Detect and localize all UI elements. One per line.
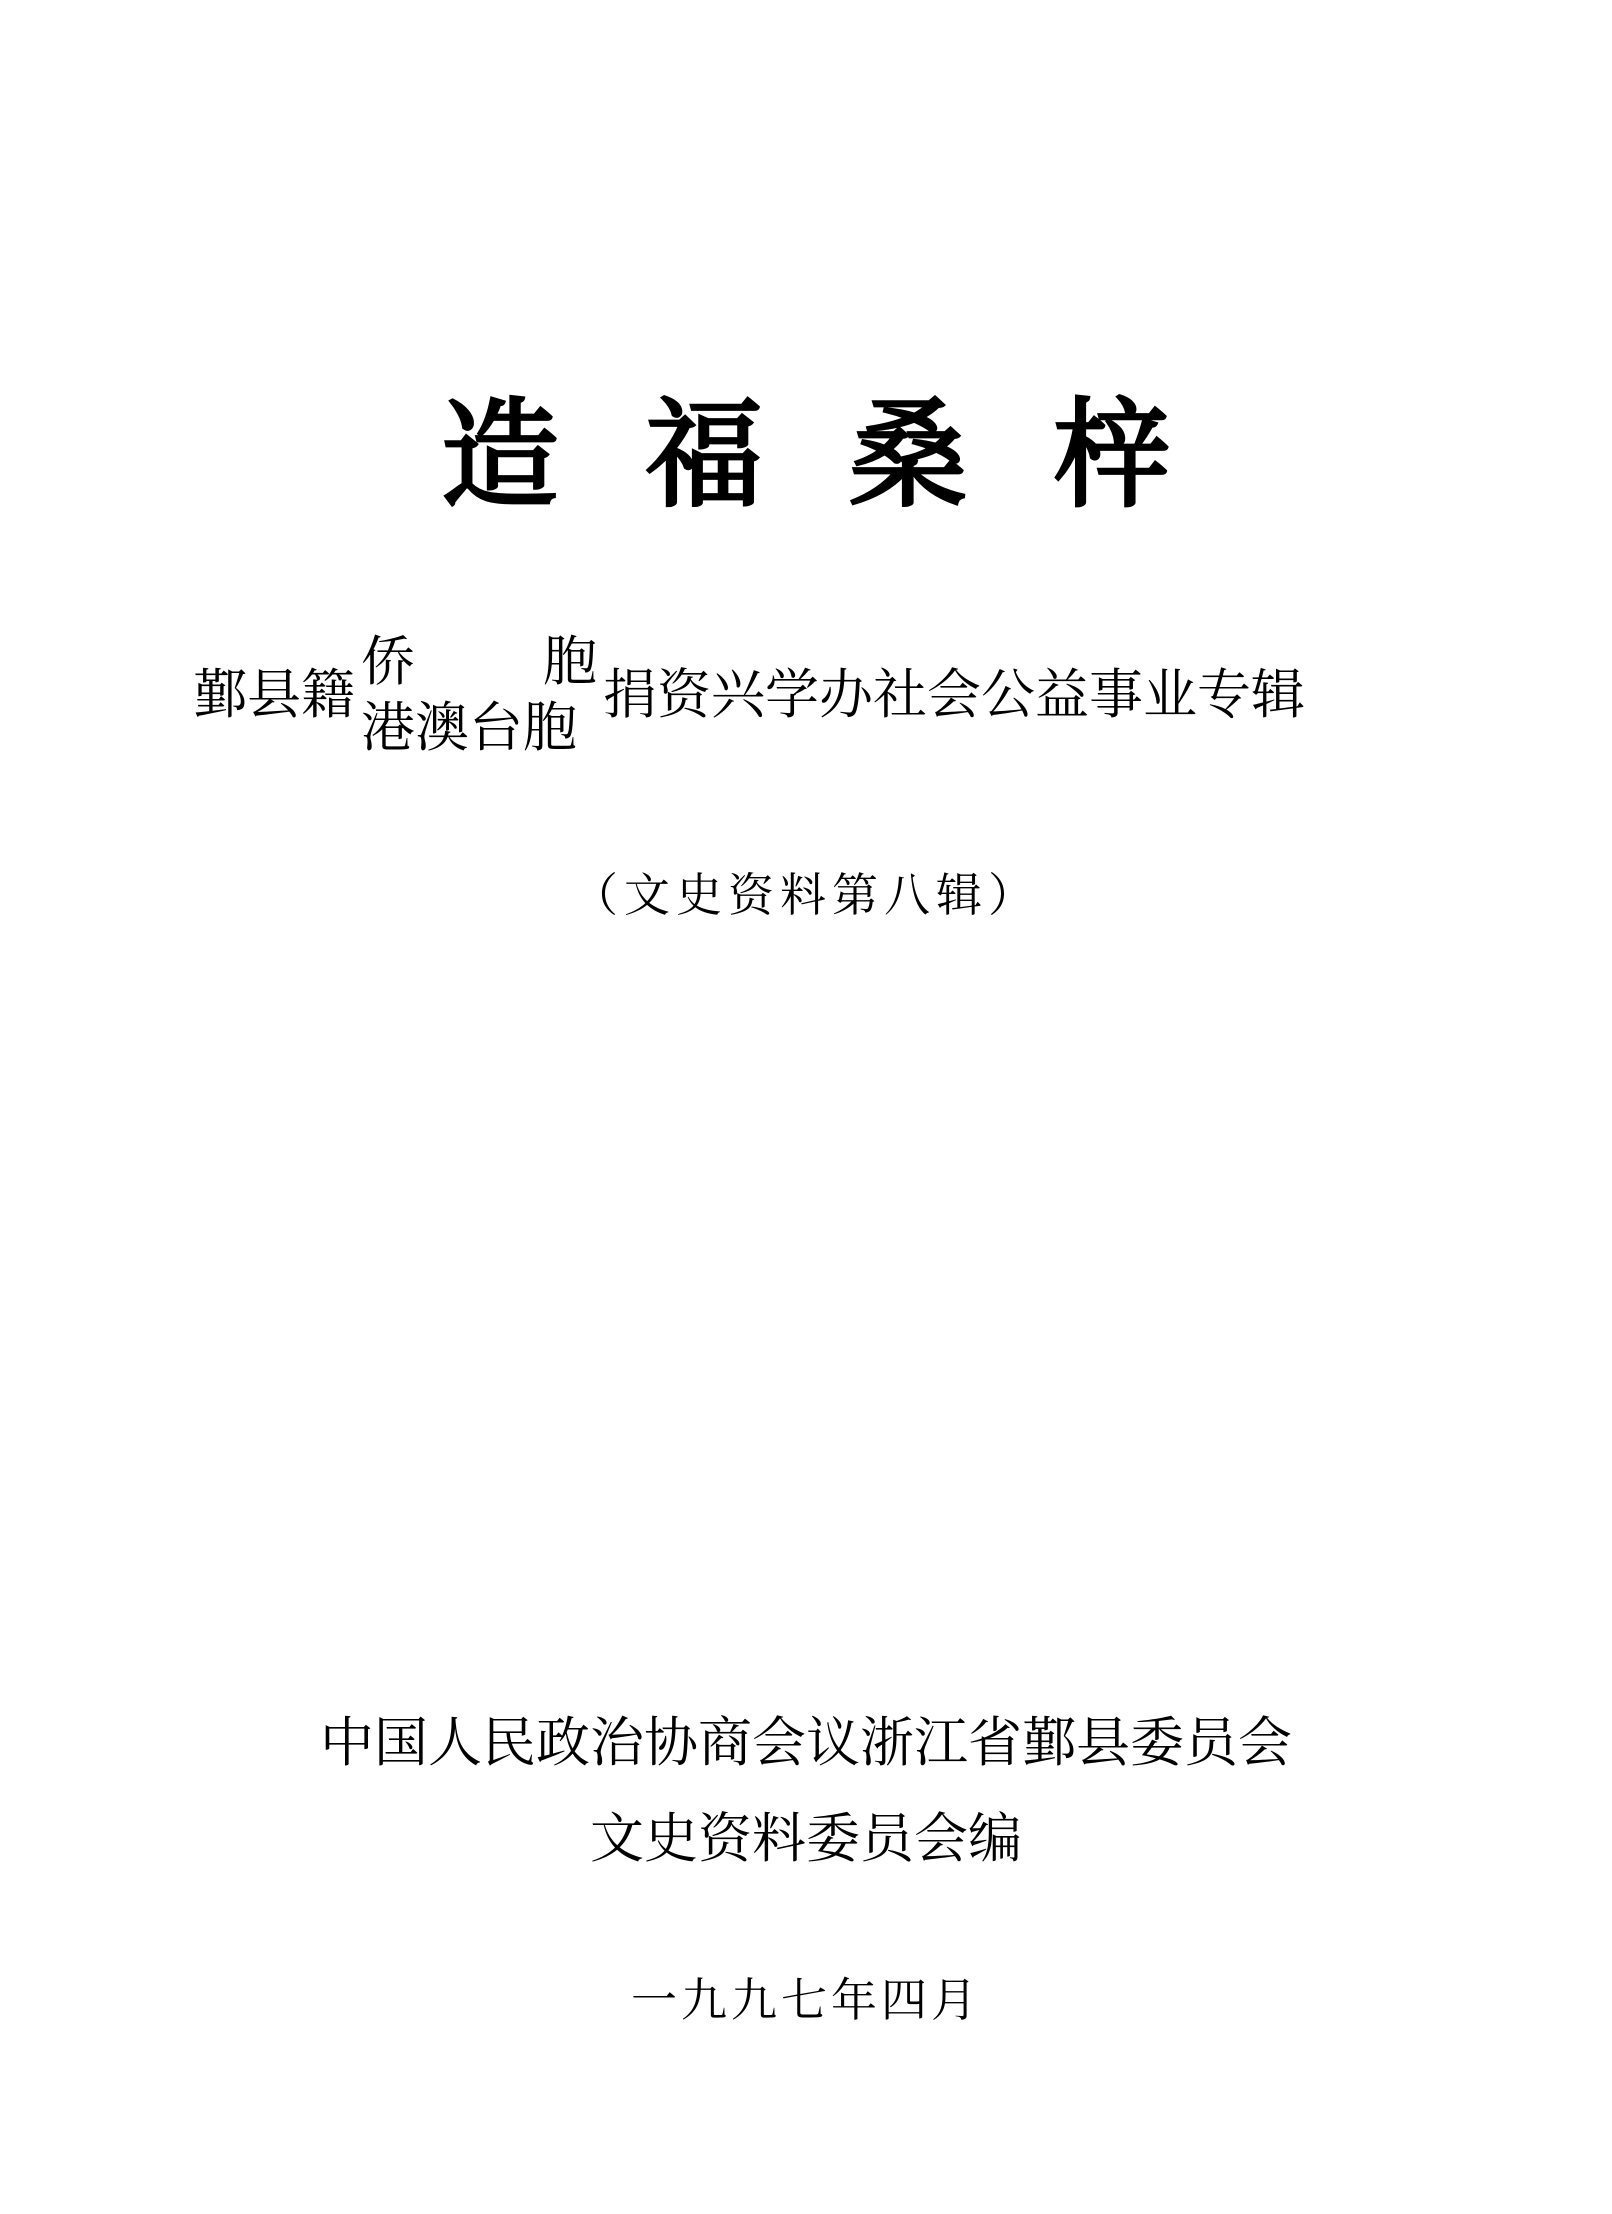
subtitle-prefix: 鄞县籍 xyxy=(193,663,355,726)
publisher-line-1: 中国人民政治协商会议浙江省鄞县委员会 xyxy=(320,1711,1292,1774)
subtitle-stack-top xyxy=(361,629,597,695)
book-subtitle xyxy=(193,615,1305,775)
subtitle-stacked-group xyxy=(361,629,597,761)
subtitle-stack-top-right: 胞 xyxy=(543,630,597,693)
series-note: （文史资料第八辑） xyxy=(572,868,1040,922)
subtitle-suffix: 捐资兴学办社会公益事业专辑 xyxy=(603,663,1305,726)
book-title: 造福桑梓 xyxy=(440,385,1257,524)
publication-date: 一九九七年四月 xyxy=(631,1973,981,2027)
subtitle-stack-top-left: 侨 xyxy=(361,630,415,693)
subtitle-stack-bottom: 港澳台胞 xyxy=(361,696,577,759)
publisher-block xyxy=(0,1695,1612,1887)
publisher-line-2: 文史资料委员会编 xyxy=(590,1807,1022,1870)
